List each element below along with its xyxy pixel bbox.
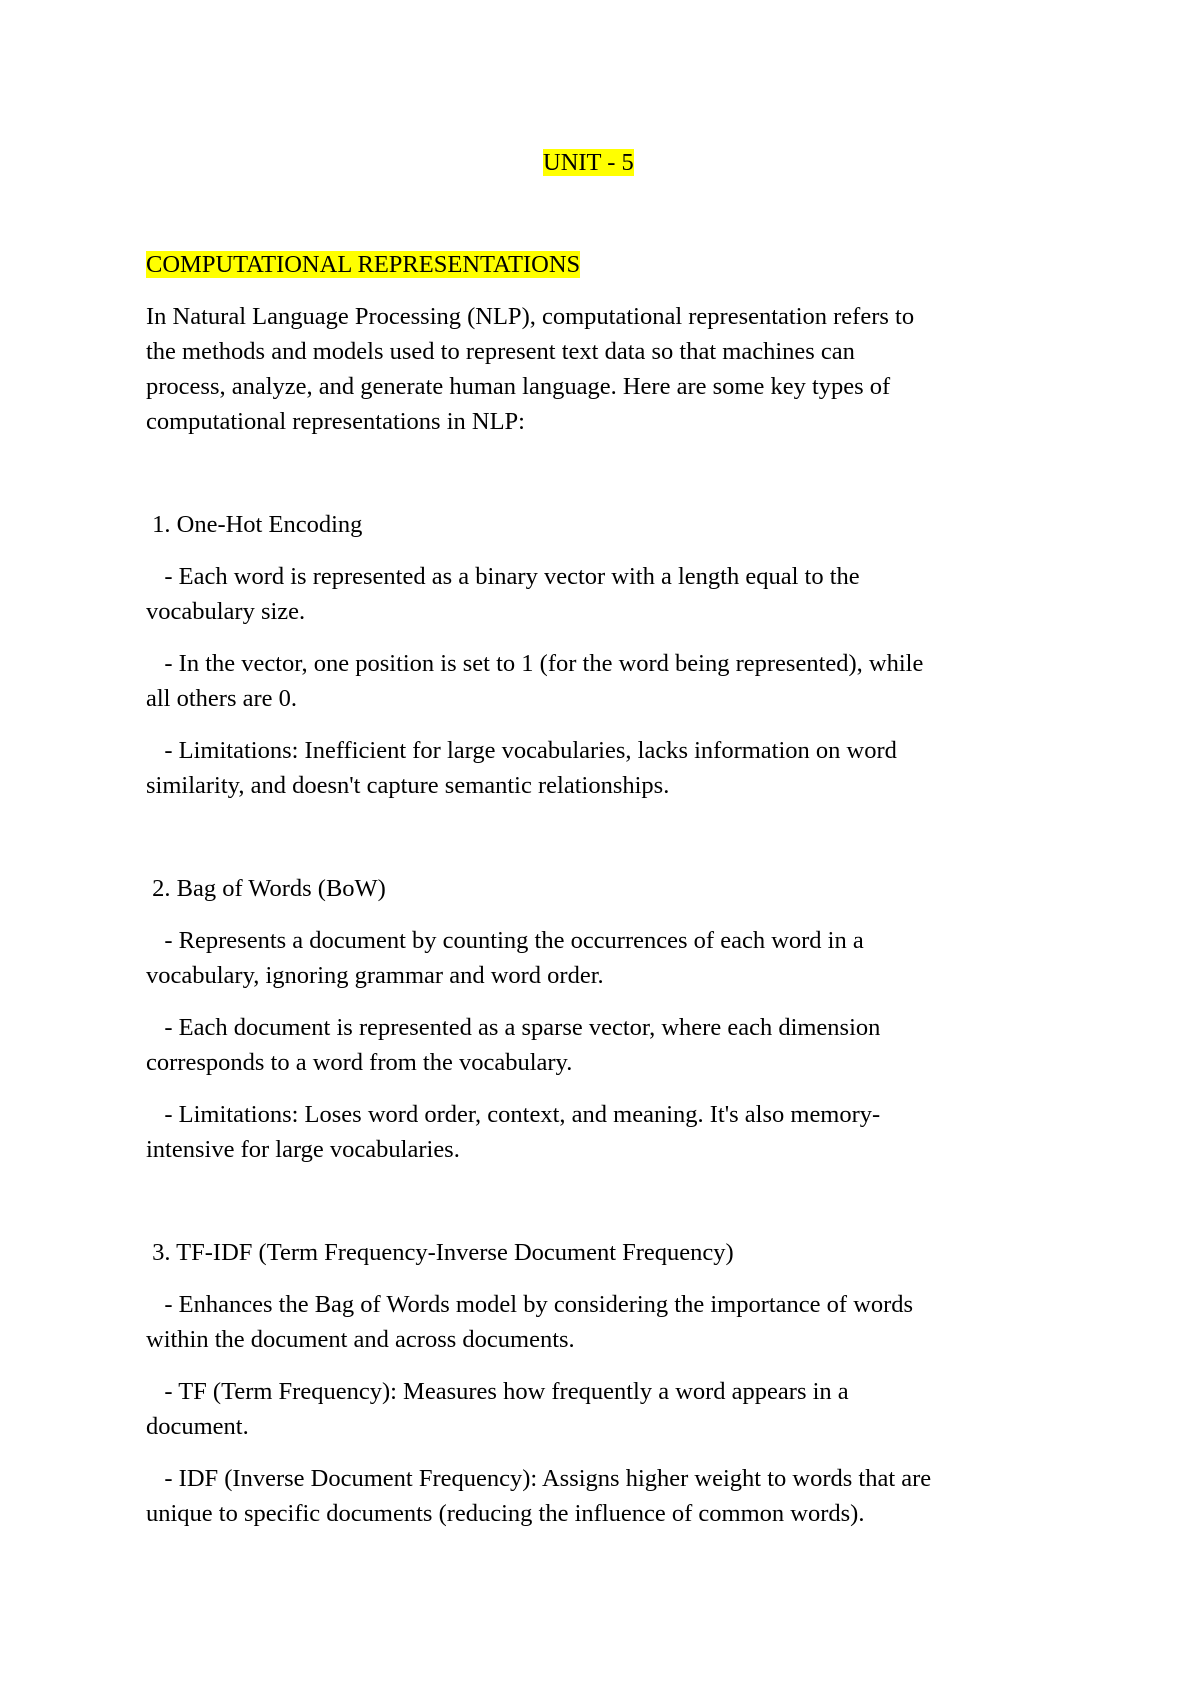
unit-title bbox=[543, 146, 634, 180]
list-item-line: vocabulary size. bbox=[146, 598, 306, 625]
unit-title-text: UNIT - 5 bbox=[543, 149, 634, 176]
list-item-line: document. bbox=[146, 1413, 249, 1440]
list-item-line: unique to specific documents (reducing the influence of common words). bbox=[146, 1500, 865, 1527]
list-item-line: all others are 0. bbox=[146, 685, 298, 712]
list-item-line: - Each document is represented as a sparse vector, where each dimension bbox=[146, 1014, 881, 1041]
list-item-line: vocabulary, ignoring grammar and word order. bbox=[146, 962, 604, 989]
list-item-line: - Limitations: Inefficient for large vocabularies, lacks information on word bbox=[146, 737, 897, 764]
intro-line: process, analyze, and generate human language. Here are some key types of bbox=[146, 373, 891, 400]
list-item-line: - In the vector, one position is set to 1 (for the word being represented), while bbox=[146, 650, 924, 677]
list-item-heading: 1. One-Hot Encoding bbox=[146, 511, 363, 538]
list-item-line: - IDF (Inverse Document Frequency): Assigns higher weight to words that are bbox=[146, 1465, 932, 1492]
list-item-line: intensive for large vocabularies. bbox=[146, 1136, 460, 1163]
list-item-line: - TF (Term Frequency): Measures how frequently a word appears in a bbox=[146, 1378, 849, 1405]
list-item-line: corresponds to a word from the vocabulary. bbox=[146, 1049, 573, 1076]
list-item-line: - Limitations: Loses word order, context, and meaning. It's also memory- bbox=[146, 1101, 881, 1128]
list-item-line: within the document and across documents. bbox=[146, 1326, 575, 1353]
list-item-line: similarity, and doesn't capture semantic relationships. bbox=[146, 772, 670, 799]
section-heading bbox=[146, 248, 580, 282]
section-heading-text: COMPUTATIONAL REPRESENTATIONS bbox=[146, 251, 581, 278]
intro-line: In Natural Language Processing (NLP), computational representation refers to bbox=[146, 303, 915, 330]
list-item-line: - Each word is represented as a binary vector with a length equal to the bbox=[146, 563, 860, 590]
intro-line: the methods and models used to represent text data so that machines can bbox=[146, 338, 855, 365]
list-item-line: - Represents a document by counting the occurrences of each word in a bbox=[146, 927, 864, 954]
list-item-heading: 3. TF-IDF (Term Frequency-Inverse Document Frequency) bbox=[146, 1239, 734, 1266]
list-item-heading: 2. Bag of Words (BoW) bbox=[146, 875, 386, 902]
intro-line: computational representations in NLP: bbox=[146, 408, 525, 435]
list-item-line: - Enhances the Bag of Words model by considering the importance of words bbox=[146, 1291, 914, 1318]
